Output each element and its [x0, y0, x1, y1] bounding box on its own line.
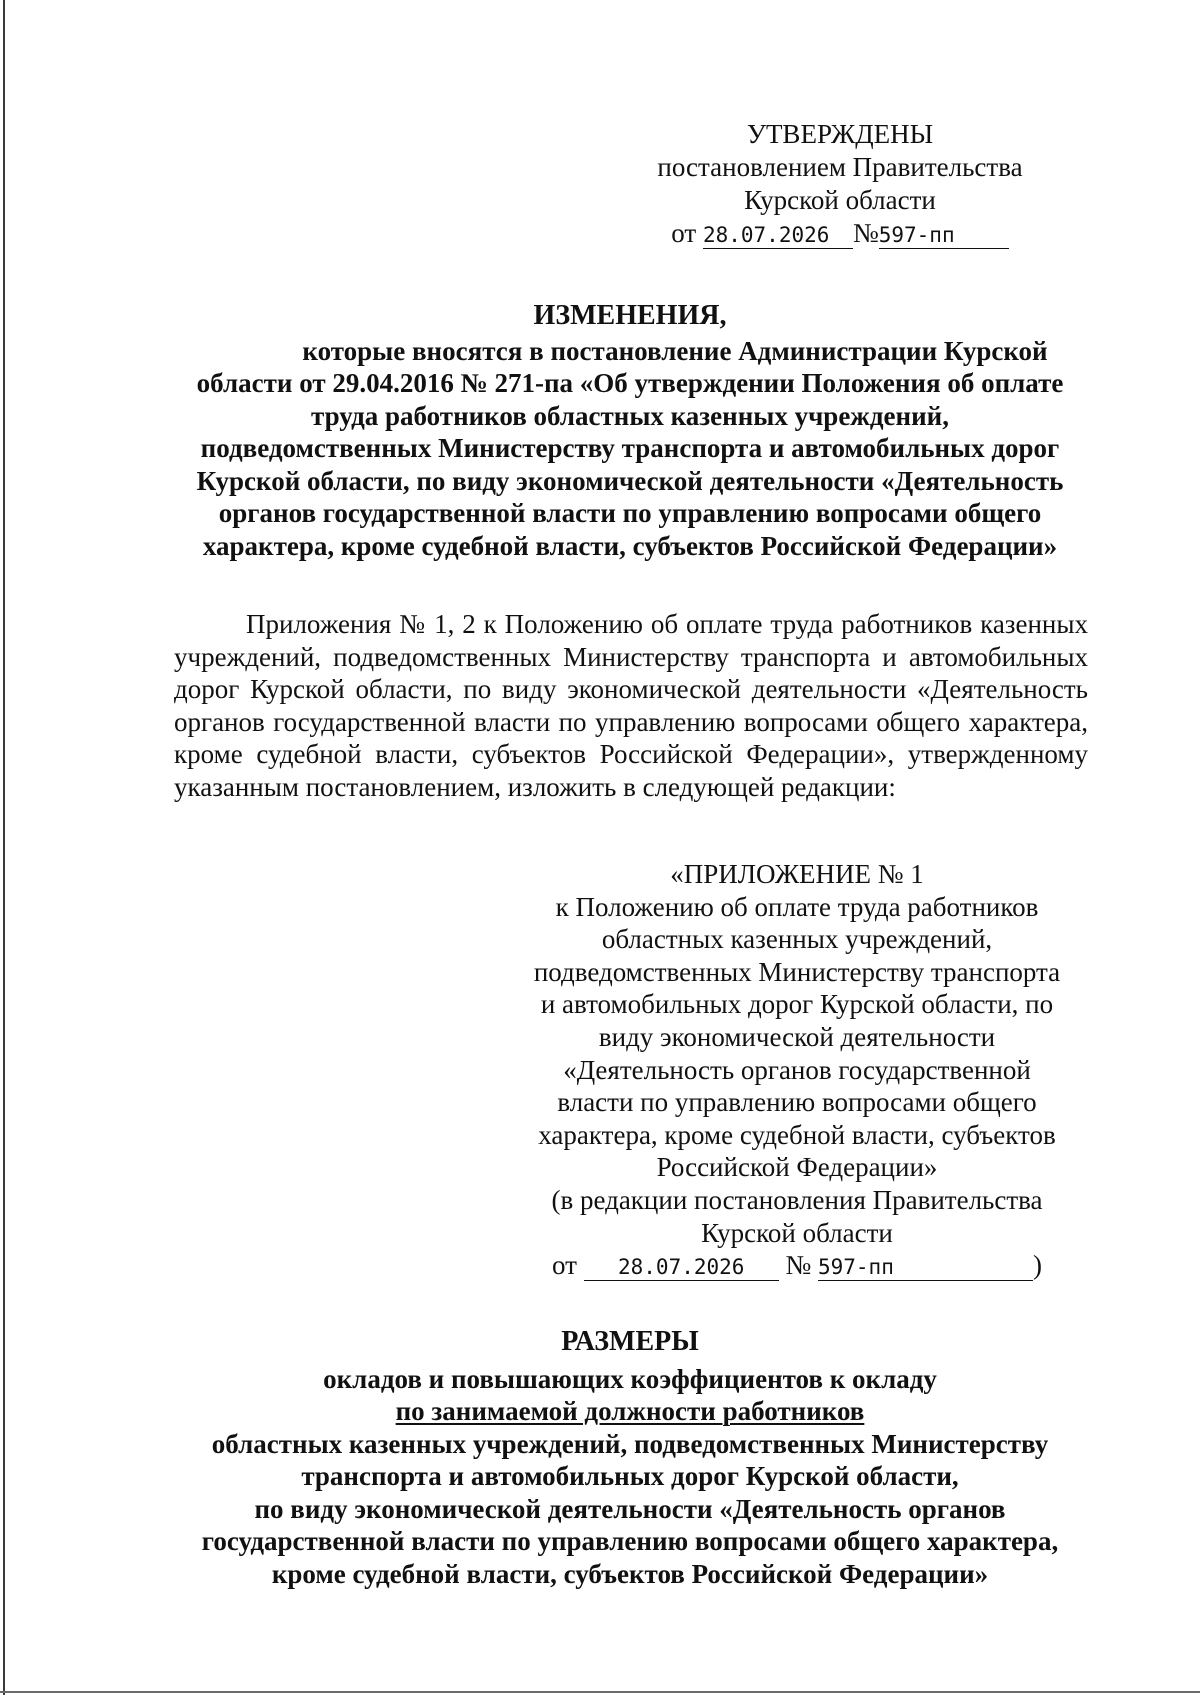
changes-title-block	[160, 300, 1100, 562]
appendix-line: к Положению об оплате труда работников	[555, 891, 1039, 922]
appendix-line: и автомобильных дорог Курской области, по	[540, 989, 1054, 1020]
appendix-line: (в редакции постановления Правительства	[551, 1184, 1043, 1215]
approval-number-sign: №	[852, 218, 879, 248]
sizes-title-block	[160, 1326, 1100, 1590]
changes-line: характера, кроме судебной власти, субъектов Российской Федерации»	[202, 530, 1058, 561]
appendix-line: Российской Федерации»	[656, 1152, 938, 1183]
sizes-line: областных казенных учреждений, подведомственных Министерству	[211, 1428, 1049, 1459]
scan-edge-bottom	[0, 1691, 1200, 1693]
approval-number: 597-пп	[879, 222, 1009, 249]
sizes-line-2: по занимаемой должности работников	[395, 1396, 865, 1426]
appendix-block	[512, 858, 1082, 1282]
changes-line: которые вносятся в постановление Администрации Курской	[302, 335, 1048, 366]
approval-heading: УТВЕРЖДЕНЫ	[746, 119, 934, 149]
scan-edge-left	[3, 0, 5, 1695]
changes-line: труда работников областных казенных учреждений,	[311, 400, 949, 431]
changes-line: области от 29.04.2016 № 271-па «Об утверждении Положения об оплате	[196, 368, 1064, 398]
changes-line: подведомственных Министерству транспорта и автомобильных дорог	[200, 433, 1060, 463]
appendix-closing-paren: )	[1032, 1250, 1042, 1281]
changes-heading: ИЗМЕНЕНИЯ,	[533, 300, 727, 331]
approval-date-row	[640, 217, 1040, 250]
approval-block	[640, 118, 1040, 250]
changes-line: органов государственной власти по управлению вопросами общего	[218, 498, 1042, 528]
appendix-number-sign: №	[785, 1250, 812, 1281]
sizes-heading: РАЗМЕРЫ	[561, 1326, 699, 1357]
appendix-heading: «ПРИЛОЖЕНИЕ № 1	[670, 859, 924, 889]
appendix-line: «Деятельность органов государственной	[563, 1054, 1031, 1085]
appendix-date-row	[512, 1249, 1082, 1282]
sizes-line-1: окладов и повышающих коэффициентов к окладу	[323, 1363, 937, 1394]
appendix-line: виду экономической деятельности	[598, 1021, 996, 1052]
body-paragraph: Приложения № 1, 2 к Положению об оплате труда работников казенных учреждений, подведомственных Министерству транспорта и автомобильных дорог Курской области, по виду экономической деятельности «Деятельность органов государственной власти по управлению вопросами общего характера, кроме судебной власти, субъектов Российской Федерации», утвержденному указанным постановлением, изложить в следующей редакции:	[174, 609, 1088, 802]
appendix-line: областных казенных учреждений,	[601, 924, 993, 955]
changes-line: Курской области, по виду экономической деятельности «Деятельность	[196, 465, 1064, 496]
approval-date-prefix: от	[671, 218, 697, 248]
appendix-line: подведомственных Министерству транспорта	[533, 956, 1061, 987]
approval-date: 28.07.2026	[703, 222, 853, 249]
sizes-line: государственной власти по управлению вопросами общего характера,	[201, 1526, 1059, 1556]
sizes-line: по виду экономической деятельности «Деятельность органов	[254, 1493, 1006, 1524]
appendix-number: 597-пп	[818, 1254, 1033, 1281]
appendix-date: 28.07.2026	[584, 1254, 779, 1281]
appendix-line: власти по управлению вопросами общего	[557, 1087, 1037, 1118]
approval-line-1: постановлением Правительства	[657, 152, 1023, 182]
approval-line-2: Курской области	[744, 185, 936, 215]
sizes-line: транспорта и автомобильных дорог Курской области,	[301, 1461, 959, 1491]
appendix-line: характера, кроме судебной власти, субъектов	[538, 1119, 1056, 1150]
sizes-line: кроме судебной власти, субъектов Российской Федерации»	[271, 1558, 989, 1589]
appendix-line: Курской области	[701, 1217, 893, 1248]
appendix-date-prefix: от	[552, 1250, 577, 1281]
